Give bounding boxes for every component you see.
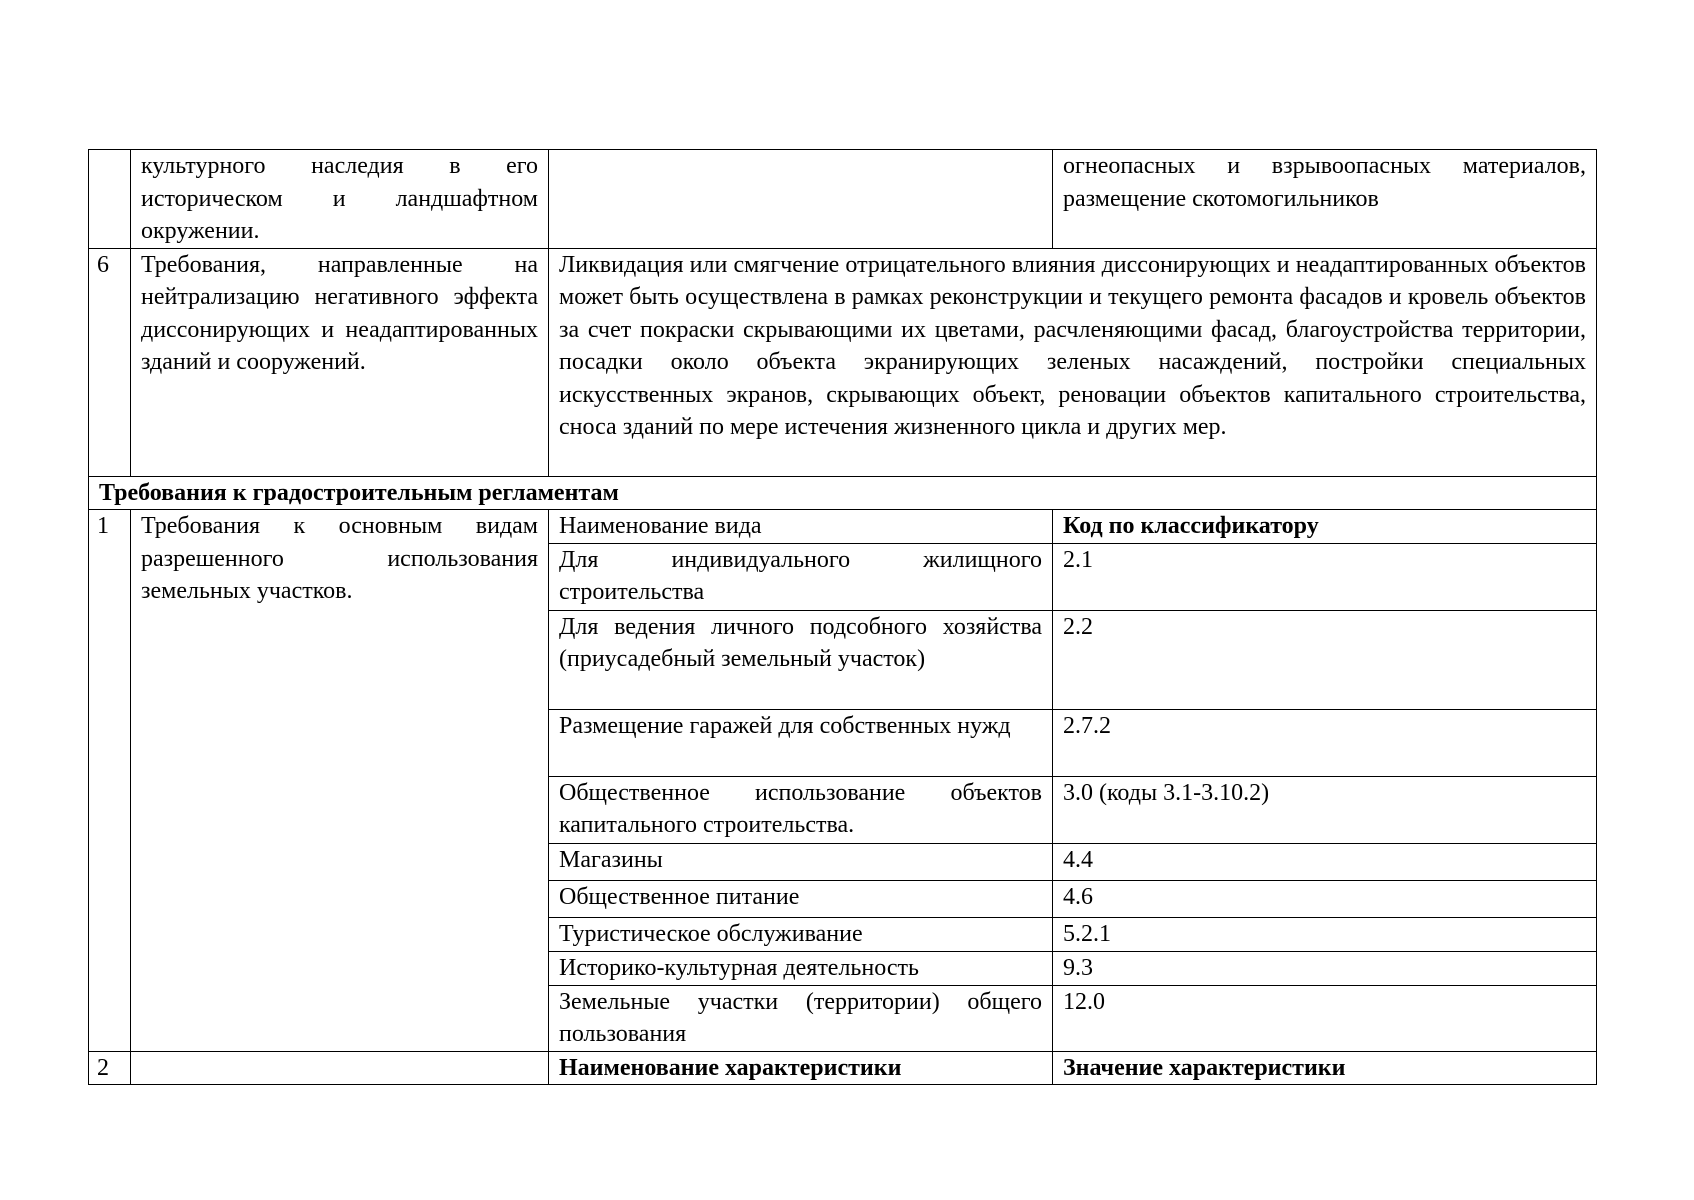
row-number: 6 — [97, 251, 109, 278]
column-header-name — [549, 510, 1053, 544]
use-type-name-cell — [549, 543, 1053, 610]
use-type-code-cell — [1053, 709, 1597, 776]
header-name-text: Наименование характеристики — [559, 1054, 902, 1081]
use-type-name-cell — [549, 880, 1053, 917]
column-header-name — [549, 1051, 1053, 1085]
use-type-name-cell — [549, 985, 1053, 1051]
use-type-name: Магазины — [559, 846, 663, 873]
row-number-cell — [89, 248, 131, 476]
table-row-2 — [89, 1051, 1597, 1085]
use-type-code: 4.6 — [1063, 883, 1093, 910]
use-type-name: Размещение гаражей для собственных нужд — [559, 712, 1011, 739]
column-header-code — [1053, 1051, 1597, 1085]
use-type-code-cell — [1053, 917, 1597, 951]
use-type-name: Общественное использование объектов капитального строительства. — [559, 779, 1042, 838]
column-header-code — [1053, 510, 1597, 544]
continuation-cell-right — [1053, 150, 1597, 249]
use-type-name-cell — [549, 917, 1053, 951]
use-type-code: 2.7.2 — [1063, 712, 1111, 739]
use-type-code: 3.0 (коды 3.1-3.10.2) — [1063, 779, 1270, 806]
row-title-cell — [131, 150, 549, 249]
use-type-code: 4.4 — [1063, 846, 1093, 873]
use-type-name-cell — [549, 776, 1053, 843]
use-type-code-cell — [1053, 543, 1597, 610]
row-title: Требования, направленные на нейтрализацию негативного эффекта диссонирующих и неадаптированных зданий и сооружений. — [141, 251, 538, 375]
table-row-continuation — [89, 150, 1597, 249]
use-type-name-cell — [549, 610, 1053, 709]
use-type-code: 9.3 — [1063, 954, 1093, 981]
use-type-name: Историко-культурная деятельность — [559, 954, 919, 981]
use-type-code: 2.2 — [1063, 613, 1093, 640]
use-type-code-cell — [1053, 985, 1597, 1051]
use-type-name: Земельные участки (территории) общего пользования — [559, 988, 1042, 1047]
row-description: Ликвидация или смягчение отрицательного влияния диссонирующих и неадаптированных объектов может быть осуществлена в рамках реконструкции и текущего ремонта фасадов и кровель объектов за счет покраски скрывающими их цветами, расчленяющими фасад, благоустройства территории, посадки около объекта экранирующих зеленых насаждений, постройки специальных искусственных экранов, скрывающих объект, реновации объектов капитального строительства, сноса зданий по мере истечения жизненного цикла и других мер. — [559, 251, 1586, 440]
use-type-name: Для индивидуального жилищного строительства — [559, 546, 1042, 605]
row-description-cell — [549, 248, 1597, 476]
header-code-text: Код по классификатору — [1063, 513, 1319, 539]
section-header-row — [89, 476, 1597, 510]
use-type-code-cell — [1053, 843, 1597, 880]
use-type-name: Туристическое обслуживание — [559, 920, 863, 947]
use-type-name-cell — [549, 709, 1053, 776]
empty-cell — [549, 150, 1053, 249]
use-type-name: Для ведения личного подсобного хозяйства (приусадебный земельный участок) — [559, 613, 1042, 672]
row-title-cell — [131, 510, 549, 1052]
use-type-name: Общественное питание — [559, 883, 800, 910]
section-title-cell — [89, 476, 1597, 510]
row-title-cell — [131, 1051, 549, 1085]
section-title: Требования к градостроительным регламентам — [99, 479, 619, 506]
table-row-1-header — [89, 510, 1597, 544]
row-number: 2 — [97, 1054, 109, 1081]
use-type-code-cell — [1053, 880, 1597, 917]
use-type-code: 2.1 — [1063, 546, 1093, 573]
regulations-table — [88, 149, 1597, 1085]
use-type-code: 12.0 — [1063, 988, 1105, 1015]
row-title: Требования к основным видам разрешенного использования земельных участков. — [141, 513, 538, 604]
continuation-text-left: культурного наследия в его историческом и ландшафтном окружении. — [141, 153, 538, 244]
use-type-code-cell — [1053, 951, 1597, 985]
header-name-text: Наименование вида — [559, 513, 762, 539]
row-title-cell — [131, 248, 549, 476]
use-type-name-cell — [549, 843, 1053, 880]
row-number-cell — [89, 1051, 131, 1085]
row-number: 1 — [97, 513, 109, 539]
row-number-cell — [89, 510, 131, 1052]
use-type-code: 5.2.1 — [1063, 920, 1111, 947]
use-type-code-cell — [1053, 610, 1597, 709]
use-type-code-cell — [1053, 776, 1597, 843]
continuation-text-right: огнеопасных и взрывоопасных материалов, размещение скотомогильников — [1063, 153, 1586, 212]
use-type-name-cell — [549, 951, 1053, 985]
row-number-cell — [89, 150, 131, 249]
table-row-6 — [89, 248, 1597, 476]
header-code-text: Значение характеристики — [1063, 1054, 1346, 1081]
